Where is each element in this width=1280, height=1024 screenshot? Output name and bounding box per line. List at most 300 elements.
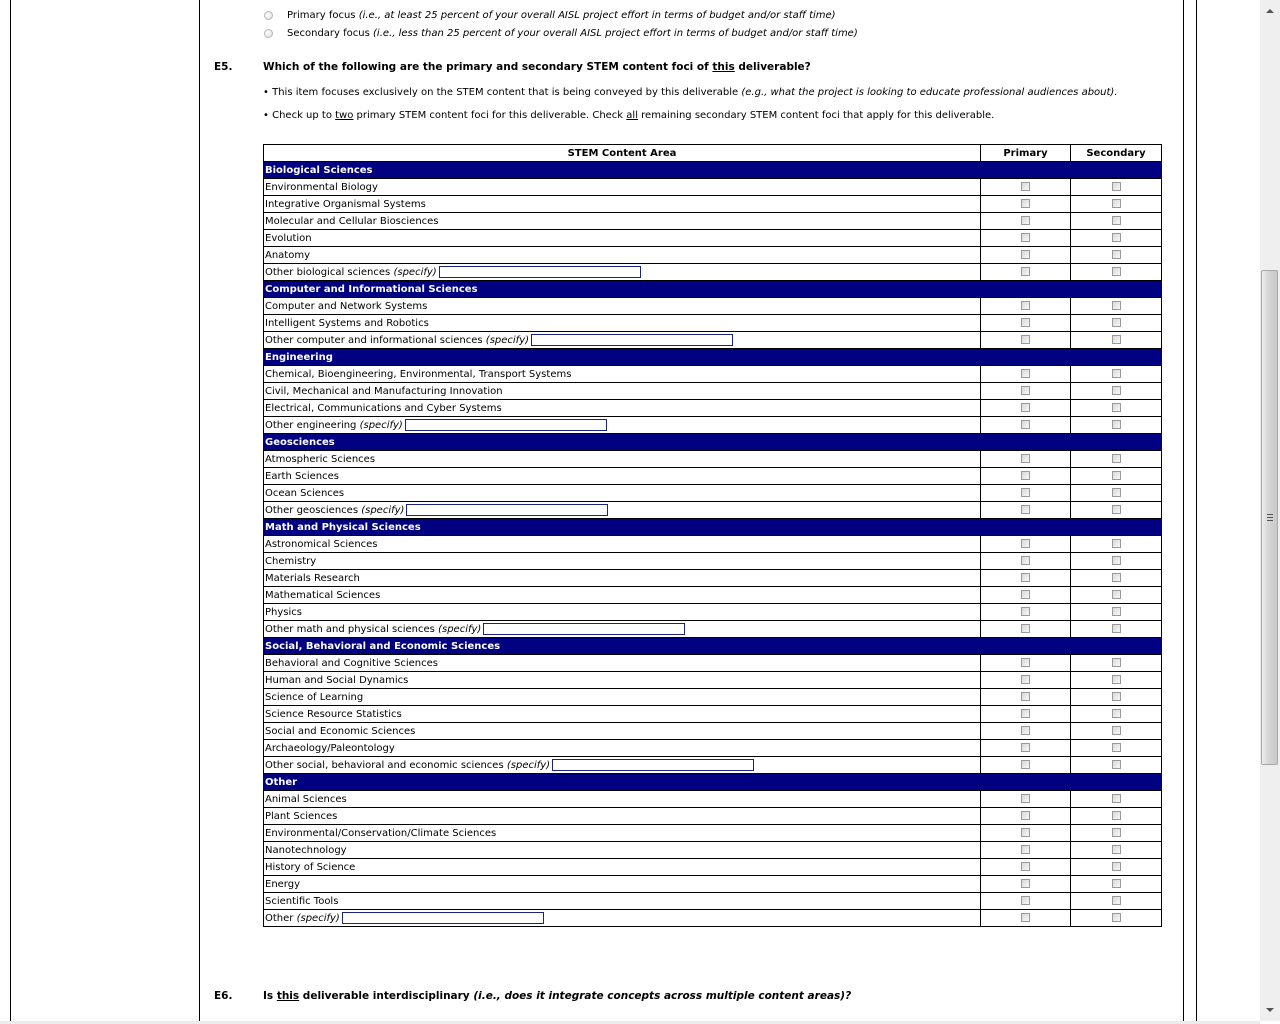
table-row (264, 332, 1162, 349)
secondary-checkbox[interactable] (1112, 675, 1121, 684)
specify-label: (specify) (438, 624, 482, 635)
section-header-row (264, 162, 1162, 179)
content-area-cell (264, 213, 981, 230)
content-area-cell (264, 672, 981, 689)
table-row (264, 502, 1162, 519)
content-area-label: Astronomical Sciences (265, 538, 378, 550)
question-text-e6: Is this deliverable interdisciplinary (i.e., does it integrate concepts across multiple content areas)? (263, 990, 852, 1002)
content-area-label: Plant Sciences (265, 810, 338, 822)
primary-checkbox[interactable] (1021, 403, 1030, 412)
secondary-checkbox[interactable] (1112, 845, 1121, 854)
content-area-label: Anatomy (265, 249, 311, 261)
table-row (264, 264, 1162, 281)
table-row (264, 672, 1162, 689)
primary-cell (981, 179, 1071, 196)
content-area-label: Evolution (265, 232, 312, 244)
content-area-label: Energy (265, 878, 301, 890)
primary-cell (981, 247, 1071, 264)
section-header-row (264, 638, 1162, 655)
primary-cell (981, 808, 1071, 825)
secondary-checkbox[interactable] (1112, 658, 1121, 667)
primary-cell (981, 468, 1071, 485)
content-area-label: Molecular and Cellular Biosciences (265, 215, 439, 227)
secondary-checkbox[interactable] (1112, 318, 1121, 327)
table-row (264, 553, 1162, 570)
secondary-checkbox[interactable] (1112, 811, 1121, 820)
content-area-label: Animal Sciences (265, 793, 347, 805)
content-area-cell (264, 723, 981, 740)
secondary-cell (1071, 179, 1162, 196)
survey-form (200, 0, 1182, 1021)
content-area-cell (264, 604, 981, 621)
section-header-row (264, 281, 1162, 298)
table-row (264, 247, 1162, 264)
secondary-cell (1071, 366, 1162, 383)
secondary-checkbox[interactable] (1112, 199, 1121, 208)
primary-cell (981, 587, 1071, 604)
content-area-cell (264, 400, 981, 417)
secondary-checkbox[interactable] (1112, 913, 1121, 922)
primary-checkbox[interactable] (1021, 267, 1030, 276)
content-area-cell (264, 247, 981, 264)
secondary-checkbox[interactable] (1112, 267, 1121, 276)
content-area-cell (264, 451, 981, 468)
primary-cell (981, 740, 1071, 757)
primary-checkbox[interactable] (1021, 709, 1030, 718)
content-area-cell (264, 757, 981, 774)
secondary-cell (1071, 689, 1162, 706)
table-row (264, 298, 1162, 315)
secondary-cell (1071, 604, 1162, 621)
table-header-row (264, 145, 1162, 162)
secondary-checkbox[interactable] (1112, 369, 1121, 378)
secondary-cell (1071, 723, 1162, 740)
secondary-cell (1071, 757, 1162, 774)
content-area-cell (264, 332, 981, 349)
secondary-checkbox[interactable] (1112, 794, 1121, 803)
primary-checkbox[interactable] (1021, 896, 1030, 905)
content-area-cell (264, 570, 981, 587)
table-row (264, 655, 1162, 672)
section-title: Engineering (264, 349, 1162, 366)
content-area-label: Other biological sciences (265, 267, 391, 278)
question-text-e5: Which of the following are the primary and secondary STEM content foci of this deliverable? (263, 61, 811, 73)
secondary-cell (1071, 213, 1162, 230)
specify-text-input[interactable] (406, 504, 608, 516)
primary-cell (981, 910, 1071, 927)
table-row (264, 859, 1162, 876)
content-area-cell (264, 383, 981, 400)
table-row (264, 196, 1162, 213)
secondary-cell (1071, 859, 1162, 876)
content-area-label: Other geosciences (265, 505, 359, 516)
secondary-checkbox[interactable] (1112, 607, 1121, 616)
secondary-checkbox[interactable] (1112, 556, 1121, 565)
primary-cell (981, 604, 1071, 621)
scrollbar-thumb[interactable] (1261, 270, 1278, 765)
table-row (264, 689, 1162, 706)
secondary-checkbox[interactable] (1112, 182, 1121, 191)
primary-cell (981, 196, 1071, 213)
content-area-cell (264, 621, 981, 638)
secondary-cell (1071, 400, 1162, 417)
specify-text-input[interactable] (405, 419, 607, 431)
radio-button[interactable] (264, 29, 273, 38)
secondary-cell (1071, 468, 1162, 485)
secondary-cell (1071, 553, 1162, 570)
specify-text-input[interactable] (531, 334, 733, 346)
content-area-cell (264, 553, 981, 570)
bullet-icon: • (263, 110, 269, 121)
primary-cell (981, 451, 1071, 468)
table-row (264, 587, 1162, 604)
secondary-checkbox[interactable] (1112, 896, 1121, 905)
secondary-checkbox[interactable] (1112, 862, 1121, 871)
primary-checkbox[interactable] (1021, 692, 1030, 701)
content-area-cell (264, 859, 981, 876)
option-note: (i.e., less than 25 percent of your overall AISL project effort in terms of budget and/or staff time) (373, 27, 858, 39)
question-number-e5: E5. (214, 61, 233, 73)
section-title: Biological Sciences (264, 162, 1162, 179)
primary-cell (981, 366, 1071, 383)
secondary-cell (1071, 485, 1162, 502)
content-area-cell (264, 536, 981, 553)
primary-checkbox[interactable] (1021, 743, 1030, 752)
option-label: Secondary focus (287, 27, 370, 39)
table-row (264, 842, 1162, 859)
secondary-cell (1071, 264, 1162, 281)
content-area-cell (264, 791, 981, 808)
instruction-bullet-1: • This item focuses exclusively on the STEM content that is being conveyed by this deliverable (e.g., what the project is looking to educate professional audiences about). (263, 87, 1118, 98)
primary-checkbox[interactable] (1021, 454, 1030, 463)
secondary-cell (1071, 910, 1162, 927)
primary-checkbox[interactable] (1021, 760, 1030, 769)
primary-cell (981, 400, 1071, 417)
secondary-cell (1071, 570, 1162, 587)
secondary-cell (1071, 791, 1162, 808)
secondary-checkbox[interactable] (1112, 828, 1121, 837)
content-area-label: Social and Economic Sciences (265, 725, 416, 737)
table-row (264, 536, 1162, 553)
table-row (264, 757, 1162, 774)
content-area-cell (264, 230, 981, 247)
content-area-cell (264, 825, 981, 842)
table-row (264, 179, 1162, 196)
primary-cell (981, 706, 1071, 723)
primary-checkbox[interactable] (1021, 335, 1030, 344)
secondary-checkbox[interactable] (1112, 590, 1121, 599)
specify-text-input[interactable] (439, 266, 641, 278)
primary-cell (981, 332, 1071, 349)
table-row (264, 451, 1162, 468)
secondary-cell (1071, 621, 1162, 638)
content-area-cell (264, 893, 981, 910)
primary-checkbox[interactable] (1021, 369, 1030, 378)
content-area-label: Other math and physical sciences (265, 624, 435, 635)
secondary-checkbox[interactable] (1112, 403, 1121, 412)
page-border-right-outer (1196, 0, 1197, 1021)
table-row (264, 383, 1162, 400)
secondary-checkbox[interactable] (1112, 743, 1121, 752)
primary-cell (981, 536, 1071, 553)
secondary-checkbox[interactable] (1112, 233, 1121, 242)
primary-cell (981, 417, 1071, 434)
content-area-label: Nanotechnology (265, 844, 347, 856)
primary-checkbox[interactable] (1021, 233, 1030, 242)
content-area-label: Civil, Mechanical and Manufacturing Innovation (265, 385, 503, 397)
section-title: Social, Behavioral and Economic Sciences (264, 638, 1162, 655)
specify-label: (specify) (359, 420, 403, 431)
page-border-left-outer (10, 0, 11, 1021)
secondary-cell (1071, 808, 1162, 825)
primary-checkbox[interactable] (1021, 845, 1030, 854)
primary-checkbox[interactable] (1021, 726, 1030, 735)
primary-cell (981, 757, 1071, 774)
content-area-label: Behavioral and Cognitive Sciences (265, 657, 438, 669)
primary-cell (981, 230, 1071, 247)
primary-checkbox[interactable] (1021, 607, 1030, 616)
secondary-checkbox[interactable] (1112, 709, 1121, 718)
primary-checkbox[interactable] (1021, 182, 1030, 191)
primary-checkbox[interactable] (1021, 488, 1030, 497)
content-area-label: Physics (265, 606, 302, 618)
table-row (264, 400, 1162, 417)
primary-checkbox[interactable] (1021, 862, 1030, 871)
primary-checkbox[interactable] (1021, 199, 1030, 208)
content-area-cell (264, 417, 981, 434)
section-title: Other (264, 774, 1162, 791)
secondary-checkbox[interactable] (1112, 539, 1121, 548)
primary-cell (981, 689, 1071, 706)
secondary-cell (1071, 655, 1162, 672)
specify-label: (specify) (506, 760, 551, 771)
table-row (264, 570, 1162, 587)
content-area-cell (264, 655, 981, 672)
content-area-label: Scientific Tools (265, 895, 339, 907)
content-area-cell (264, 315, 981, 332)
content-area-cell (264, 706, 981, 723)
primary-cell (981, 213, 1071, 230)
table-row (264, 825, 1162, 842)
instruction-bullet-2: • Check up to two primary STEM content foci for this deliverable. Check all remaining secondary STEM content foci that apply for this deliverable. (263, 110, 995, 121)
primary-checkbox[interactable] (1021, 794, 1030, 803)
primary-checkbox[interactable] (1021, 658, 1030, 667)
primary-checkbox[interactable] (1021, 250, 1030, 259)
secondary-checkbox[interactable] (1112, 420, 1121, 429)
content-area-label: History of Science (265, 861, 356, 873)
option-label: Primary focus (287, 9, 356, 21)
column-header-area: STEM Content Area (264, 145, 981, 162)
table-row (264, 808, 1162, 825)
scroll-down-arrow-icon[interactable] (1266, 1008, 1274, 1012)
primary-checkbox[interactable] (1021, 811, 1030, 820)
primary-checkbox[interactable] (1021, 590, 1030, 599)
content-area-cell (264, 485, 981, 502)
content-area-cell (264, 910, 981, 927)
stem-content-table (263, 144, 1162, 927)
primary-cell (981, 672, 1071, 689)
primary-checkbox[interactable] (1021, 471, 1030, 480)
radio-button[interactable] (264, 11, 273, 20)
primary-checkbox[interactable] (1021, 318, 1030, 327)
secondary-cell (1071, 825, 1162, 842)
table-row (264, 485, 1162, 502)
content-area-label: Electrical, Communications and Cyber Systems (265, 402, 502, 414)
primary-cell (981, 621, 1071, 638)
table-row (264, 213, 1162, 230)
primary-cell (981, 842, 1071, 859)
primary-cell (981, 315, 1071, 332)
content-area-label: Other (265, 913, 294, 924)
secondary-cell (1071, 247, 1162, 264)
secondary-checkbox[interactable] (1112, 471, 1121, 480)
primary-checkbox[interactable] (1021, 879, 1030, 888)
column-header-secondary: Secondary (1071, 145, 1162, 162)
question-number-e6: E6. (214, 990, 233, 1002)
table-row (264, 876, 1162, 893)
scroll-up-arrow-icon[interactable] (1266, 9, 1274, 13)
primary-cell (981, 723, 1071, 740)
secondary-cell (1071, 196, 1162, 213)
primary-cell (981, 383, 1071, 400)
bullet-icon: • (263, 87, 269, 98)
content-area-cell (264, 468, 981, 485)
secondary-cell (1071, 893, 1162, 910)
content-area-label: Earth Sciences (265, 470, 339, 482)
secondary-checkbox[interactable] (1112, 301, 1121, 310)
specify-label: (specify) (393, 267, 437, 278)
section-header-row (264, 434, 1162, 451)
vertical-scrollbar[interactable] (1260, 0, 1280, 1021)
secondary-checkbox[interactable] (1112, 573, 1121, 582)
content-area-label: Science of Learning (265, 691, 364, 703)
primary-checkbox[interactable] (1021, 675, 1030, 684)
content-area-cell (264, 842, 981, 859)
section-title: Math and Physical Sciences (264, 519, 1162, 536)
section-header-row (264, 774, 1162, 791)
specify-text-input[interactable] (342, 912, 544, 924)
content-area-cell (264, 502, 981, 519)
secondary-checkbox[interactable] (1112, 250, 1121, 259)
secondary-cell (1071, 315, 1162, 332)
page-border-right-inner (1183, 0, 1184, 1021)
specify-label: (specify) (485, 335, 530, 346)
primary-cell (981, 859, 1071, 876)
secondary-cell (1071, 502, 1162, 519)
primary-checkbox[interactable] (1021, 386, 1030, 395)
table-row (264, 706, 1162, 723)
table-row (264, 893, 1162, 910)
secondary-cell (1071, 417, 1162, 434)
table-row (264, 791, 1162, 808)
content-area-cell (264, 264, 981, 281)
content-area-label: Archaeology/Paleontology (265, 742, 395, 754)
content-area-label: Environmental/Conservation/Climate Sciences (265, 827, 497, 839)
radio-primary-focus[interactable] (264, 8, 836, 22)
secondary-checkbox[interactable] (1112, 216, 1121, 225)
section-header-row (264, 519, 1162, 536)
secondary-cell (1071, 842, 1162, 859)
content-area-label: Computer and Network Systems (265, 300, 428, 312)
primary-cell (981, 655, 1071, 672)
section-title: Computer and Informational Sciences (264, 281, 1162, 298)
table-row (264, 417, 1162, 434)
primary-cell (981, 502, 1071, 519)
primary-checkbox[interactable] (1021, 420, 1030, 429)
primary-cell (981, 485, 1071, 502)
primary-cell (981, 570, 1071, 587)
secondary-cell (1071, 230, 1162, 247)
specify-label: (specify) (361, 505, 405, 516)
primary-cell (981, 876, 1071, 893)
content-area-cell (264, 587, 981, 604)
primary-checkbox[interactable] (1021, 505, 1030, 514)
content-area-label: Science Resource Statistics (265, 708, 402, 720)
primary-cell (981, 553, 1071, 570)
content-area-cell (264, 689, 981, 706)
content-area-label: Other social, behavioral and economic sciences (265, 760, 504, 771)
primary-checkbox[interactable] (1021, 556, 1030, 565)
secondary-checkbox[interactable] (1112, 386, 1121, 395)
content-area-label: Other engineering (265, 420, 357, 431)
secondary-cell (1071, 672, 1162, 689)
specify-text-input[interactable] (483, 623, 685, 635)
primary-cell (981, 825, 1071, 842)
secondary-checkbox[interactable] (1112, 488, 1121, 497)
specify-text-input[interactable] (552, 759, 754, 771)
primary-cell (981, 264, 1071, 281)
primary-checkbox[interactable] (1021, 301, 1030, 310)
section-header-row (264, 349, 1162, 366)
primary-checkbox[interactable] (1021, 828, 1030, 837)
primary-cell (981, 298, 1071, 315)
secondary-checkbox[interactable] (1112, 454, 1121, 463)
table-row (264, 315, 1162, 332)
content-area-cell (264, 808, 981, 825)
secondary-cell (1071, 876, 1162, 893)
primary-checkbox[interactable] (1021, 539, 1030, 548)
primary-checkbox[interactable] (1021, 624, 1030, 633)
secondary-cell (1071, 706, 1162, 723)
secondary-checkbox[interactable] (1112, 760, 1121, 769)
table-row (264, 910, 1162, 927)
secondary-checkbox[interactable] (1112, 726, 1121, 735)
table-row (264, 468, 1162, 485)
content-area-label: Environmental Biology (265, 181, 378, 193)
primary-checkbox[interactable] (1021, 573, 1030, 582)
secondary-cell (1071, 587, 1162, 604)
primary-checkbox[interactable] (1021, 913, 1030, 922)
secondary-cell (1071, 332, 1162, 349)
table-row (264, 604, 1162, 621)
secondary-checkbox[interactable] (1112, 505, 1121, 514)
content-area-cell (264, 740, 981, 757)
content-area-cell (264, 366, 981, 383)
table-row (264, 740, 1162, 757)
secondary-checkbox[interactable] (1112, 624, 1121, 633)
secondary-cell (1071, 740, 1162, 757)
table-row (264, 230, 1162, 247)
primary-checkbox[interactable] (1021, 216, 1030, 225)
specify-label: (specify) (296, 913, 340, 924)
content-area-cell (264, 179, 981, 196)
primary-cell (981, 893, 1071, 910)
secondary-checkbox[interactable] (1112, 879, 1121, 888)
content-area-label: Mathematical Sciences (265, 589, 381, 601)
radio-secondary-focus[interactable] (264, 26, 858, 40)
secondary-checkbox[interactable] (1112, 335, 1121, 344)
secondary-checkbox[interactable] (1112, 692, 1121, 701)
